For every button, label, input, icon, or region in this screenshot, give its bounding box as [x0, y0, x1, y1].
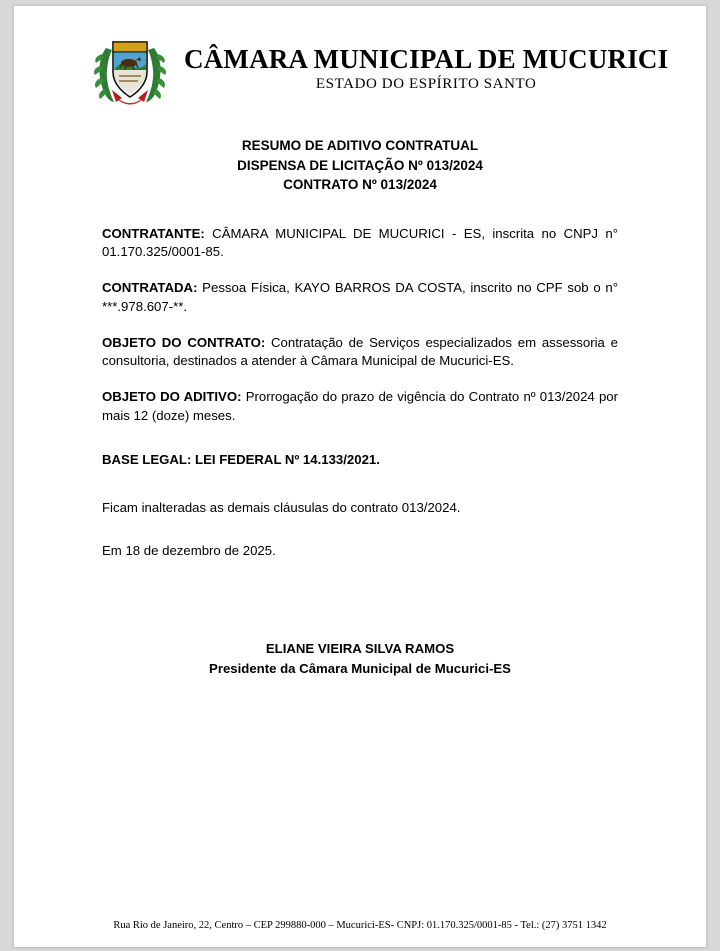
section-contratante [102, 225, 618, 262]
section-objeto-aditivo-text: Prorrogação do prazo de vigência do Contrato nº 013/2024 por mais 12 (doze) meses. [102, 389, 619, 423]
document-page [14, 6, 706, 947]
signatory-role: Presidente da Câmara Municipal de Mucurici-ES [209, 660, 511, 676]
date-line: Em 18 de dezembro de 2025. [102, 543, 276, 559]
municipal-coat-of-arms-icon [92, 28, 168, 110]
section-contratante-text: CÂMARA MUNICIPAL DE MUCURICI - ES, inscrita no CNPJ n° 01.170.325/0001-85. [102, 225, 618, 260]
header-titles [184, 45, 668, 94]
section-contratada-text: Pessoa Física, KAYO BARROS DA COSTA, inscrito no CPF sob o n° ***.978.607-**. [102, 280, 618, 314]
document-footer: Rua Rio de Janeiro, 22, Centro – CEP 299880-000 – Mucurici-ES- CNPJ: 01.170.325/0001-85 - Tel.: (27) 3751 1342 [113, 920, 607, 931]
document-body [14, 225, 706, 679]
legal-basis-text: BASE LEGAL: LEI FEDERAL Nº 14.133/2021. [102, 451, 380, 467]
document-title-block [14, 136, 706, 195]
closing-note: Ficam inalteradas as demais cláusulas do contrato 013/2024. [102, 500, 461, 516]
title-line-2: DISPENSA DE LICITAÇÃO Nº 013/2024 [237, 157, 483, 173]
section-contratante-label: CONTRATANTE: [102, 225, 205, 241]
section-objeto-contrato [102, 334, 618, 371]
signatory-name: ELIANE VIEIRA SILVA RAMOS [265, 640, 455, 656]
section-objeto-contrato-text: Contratação de Serviços especializados em assessoria e consultoria, destinados a atender à Câmara Municipal de Mucurici-ES. [102, 334, 618, 369]
section-contratada [102, 279, 618, 316]
signature-block [102, 639, 618, 679]
organization-name: CÂMARA MUNICIPAL DE MUCURICI [184, 43, 669, 74]
legal-basis [102, 451, 618, 470]
section-objeto-contrato-label: OBJETO DO CONTRATO: [102, 334, 266, 350]
section-objeto-aditivo-label: OBJETO DO ADITIVO: [102, 389, 242, 405]
organization-state: ESTADO DO ESPÍRITO SANTO [315, 76, 537, 93]
title-line-1: RESUMO DE ADITIVO CONTRATUAL [241, 138, 479, 153]
section-objeto-aditivo [102, 388, 618, 425]
title-line-3: CONTRATO Nº 013/2024 [283, 177, 437, 193]
document-header [14, 6, 706, 110]
section-contratada-label: CONTRATADA: [102, 280, 198, 296]
